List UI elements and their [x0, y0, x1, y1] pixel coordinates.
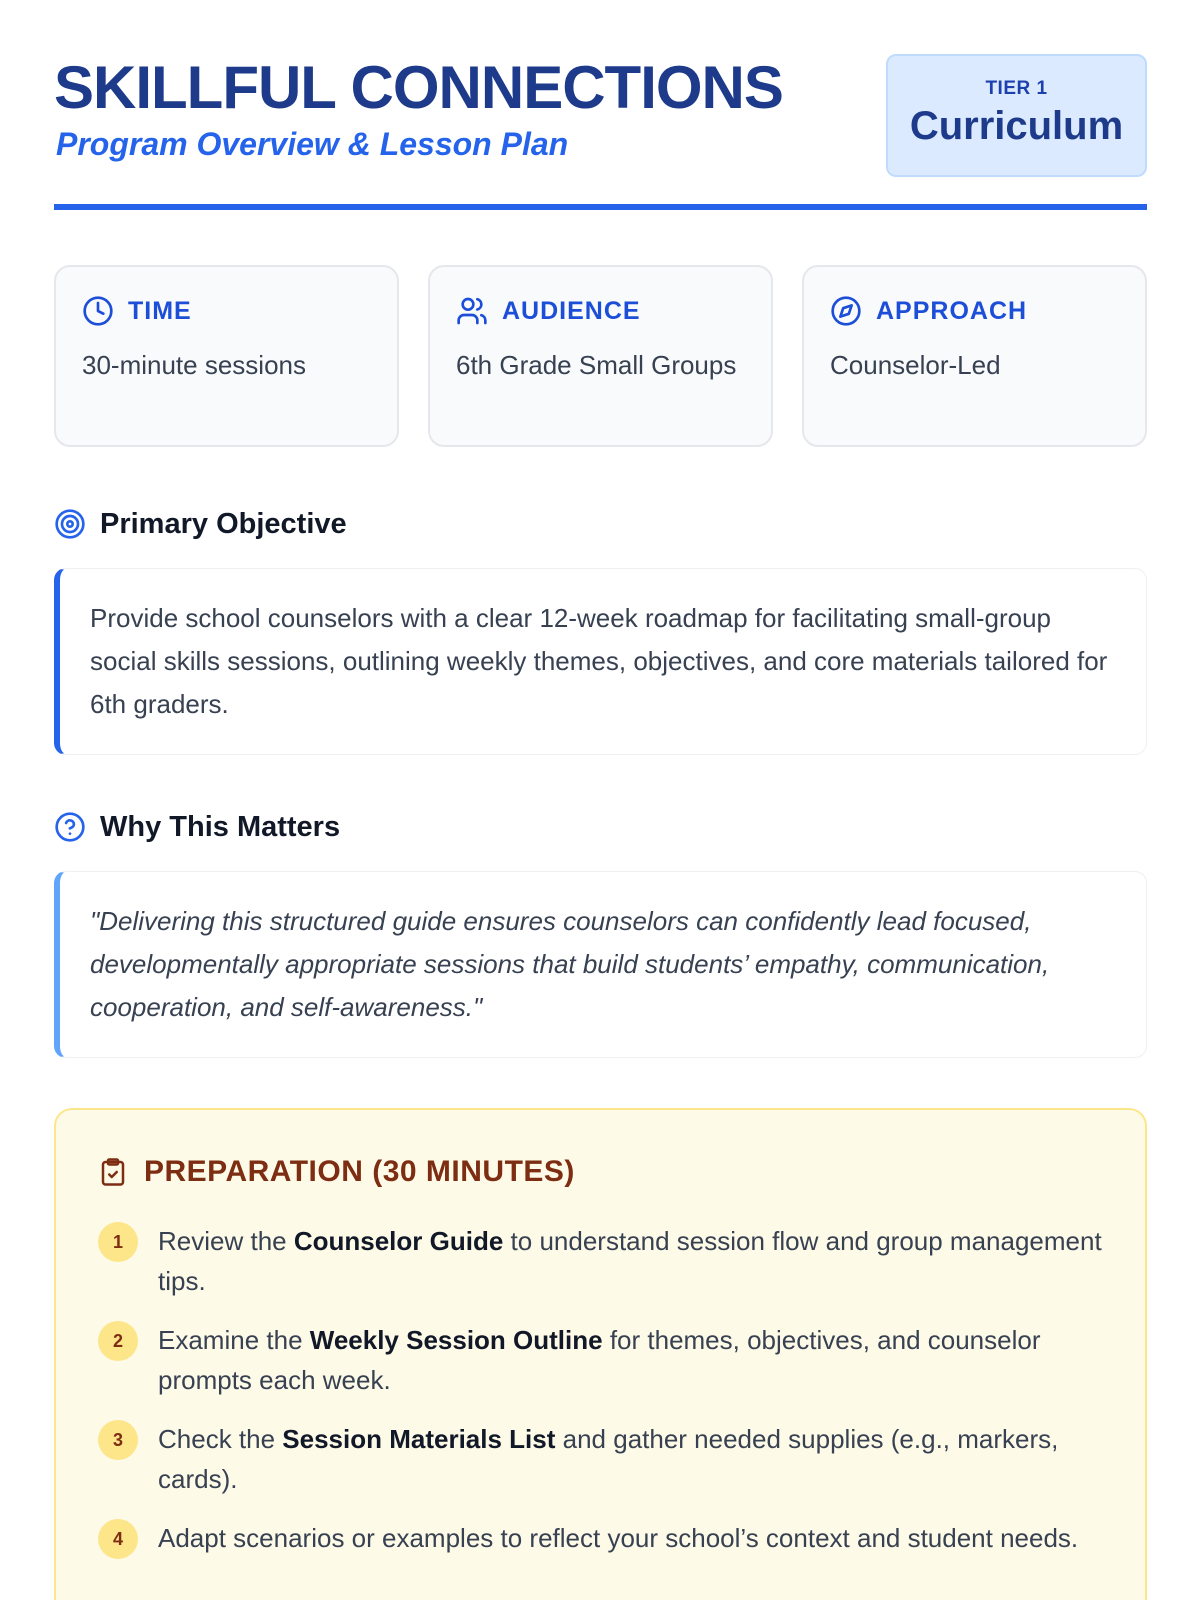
info-card-time — [54, 265, 399, 447]
objective-text: Provide school counselors with a clear 12-week roadmap for facilitating small-group social skills sessions, outlining weekly themes, objectives, and core materials tailored for 6th graders. — [90, 603, 1108, 719]
info-card-value: 30-minute sessions — [82, 350, 306, 380]
tier-badge — [886, 54, 1147, 177]
info-card-approach — [802, 265, 1147, 447]
step-number-badge: 2 — [98, 1321, 138, 1361]
why-box — [54, 871, 1147, 1058]
why-quote-text: "Delivering this structured guide ensures counselors can confidently lead focused, developmentally appropriate sessions that build students’ empathy, communication, cooperation, and self-awareness." — [90, 906, 1050, 1022]
info-card-value: 6th Grade Small Groups — [456, 350, 737, 380]
tier-title: Curriculum — [909, 104, 1124, 148]
step-number-badge: 4 — [98, 1519, 138, 1559]
preparation-title: PREPARATION (30 MINUTES) — [144, 1155, 575, 1188]
objective-heading — [54, 504, 347, 544]
clock-icon — [82, 295, 114, 327]
objective-box — [54, 568, 1147, 755]
info-cards — [54, 265, 1147, 447]
why-heading — [54, 807, 340, 847]
step-text: Review the Counselor Guide to understand session flow and group management tips. — [158, 1226, 1102, 1296]
target-icon — [54, 508, 86, 540]
step-text: Check the Session Materials List and gather needed supplies (e.g., markers, cards). — [158, 1424, 1059, 1494]
list-item — [98, 1222, 1103, 1301]
clipboard-check-icon — [98, 1156, 128, 1188]
question-circle-icon — [54, 811, 86, 843]
info-card-value: Counselor-Led — [830, 350, 1001, 380]
preparation-panel — [54, 1108, 1147, 1600]
info-card-label: AUDIENCE — [502, 296, 641, 325]
section-title: Primary Objective — [100, 507, 347, 540]
list-item — [98, 1519, 1103, 1559]
users-icon — [456, 295, 488, 327]
header — [54, 0, 1147, 210]
step-number-badge: 3 — [98, 1420, 138, 1460]
info-card-audience — [428, 265, 773, 447]
page — [54, 0, 1147, 1553]
preparation-steps — [98, 1222, 1103, 1559]
step-text: Examine the Weekly Session Outline for themes, objectives, and counselor prompts each week. — [158, 1325, 1041, 1395]
step-number-badge: 1 — [98, 1222, 138, 1262]
list-item — [98, 1321, 1103, 1400]
info-card-label: TIME — [128, 296, 192, 325]
info-card-label: APPROACH — [876, 296, 1028, 325]
page-subtitle: Program Overview & Lesson Plan — [56, 126, 569, 162]
compass-icon — [830, 295, 862, 327]
section-title: Why This Matters — [100, 810, 341, 843]
tier-label: TIER 1 — [985, 78, 1048, 99]
step-text: Adapt scenarios or examples to reflect your school’s context and student needs. — [158, 1523, 1079, 1553]
list-item — [98, 1420, 1103, 1499]
page-title: SKILLFUL CONNECTIONS — [54, 54, 783, 121]
